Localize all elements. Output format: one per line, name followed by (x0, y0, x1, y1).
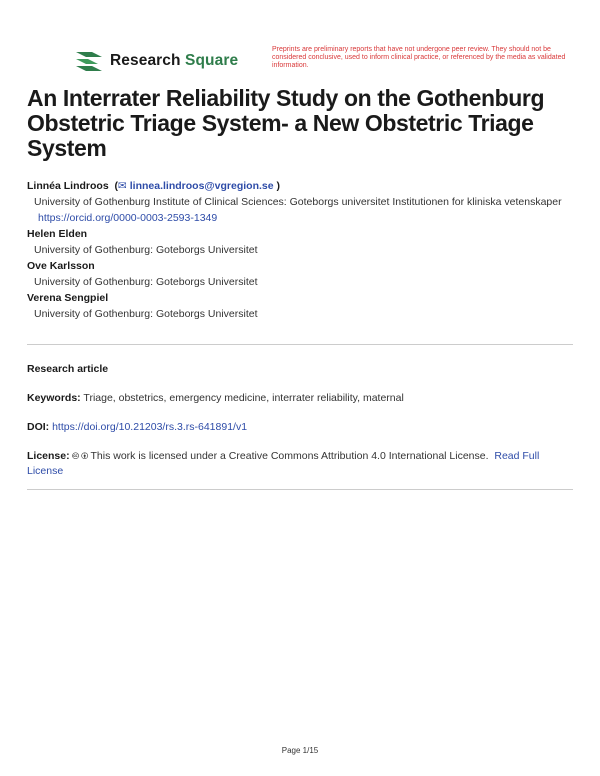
page-header (74, 46, 580, 78)
divider (27, 489, 573, 490)
author-affiliation: University of Gothenburg: Goteborgs Universitet (34, 276, 258, 288)
author-affiliation: University of Gothenburg: Goteborgs Universitet (34, 244, 258, 256)
article-type: Research article (27, 363, 109, 375)
read-full-license-link[interactable]: Read Full License (27, 450, 540, 477)
license-text: This work is licensed under a Creative Commons Attribution 4.0 International License. (90, 450, 489, 462)
author-affiliation: University of Gothenburg: Goteborgs Universitet (34, 308, 258, 320)
doi-link[interactable]: https://doi.org/10.21203/rs.3.rs-641891/v1 (52, 421, 248, 433)
author-name: Linnéa Lindroos (27, 180, 109, 192)
author-list (27, 178, 575, 322)
page-number: Page 1/15 (281, 746, 319, 755)
cc-icon: 🅭 (72, 451, 79, 462)
logo-text: Research Square (110, 52, 239, 69)
doi-row (27, 420, 575, 435)
keywords-label: Keywords: (27, 392, 81, 404)
by-icon: 🅯 (81, 451, 88, 462)
license-row (27, 449, 575, 479)
email-link[interactable]: ✉ linnea.lindroos@vgregion.se (118, 180, 274, 192)
author-entry: Linnéa Lindroos (✉ linnea.lindroos@vgregion.se ) (27, 180, 281, 192)
author-name: Ove Karlsson (27, 260, 95, 272)
research-square-logo[interactable] (74, 48, 238, 74)
doi-label: DOI: (27, 421, 50, 433)
license-label: License: (27, 450, 70, 462)
divider (27, 344, 573, 345)
author-affiliation: University of Gothenburg Institute of Clinical Sciences: Goteborgs universitet Institutionen for kliniska vetenskaper https://orcid.org/0000-0003-2593-1349 (34, 196, 562, 224)
paper-title: An Interrater Reliability Study on the Gothenburg Obstetric Triage System- a New Obstetric Triage System (27, 85, 545, 161)
author-name: Helen Elden (27, 228, 88, 240)
keywords-row (27, 391, 575, 406)
preprint-disclaimer: Preprints are preliminary reports that have not undergone peer review. They should not be considered conclusive, used to inform clinical practice, or referenced by the media as validated information. (272, 46, 566, 70)
keywords-value: Triage, obstetrics, emergency medicine, interrater reliability, maternal (83, 392, 404, 404)
orcid-link[interactable]: https://orcid.org/0000-0003-2593-1349 (38, 212, 218, 224)
author-name: Verena Sengpiel (27, 292, 109, 304)
envelope-icon: ✉ (118, 180, 127, 192)
research-square-logo-icon (74, 48, 104, 74)
